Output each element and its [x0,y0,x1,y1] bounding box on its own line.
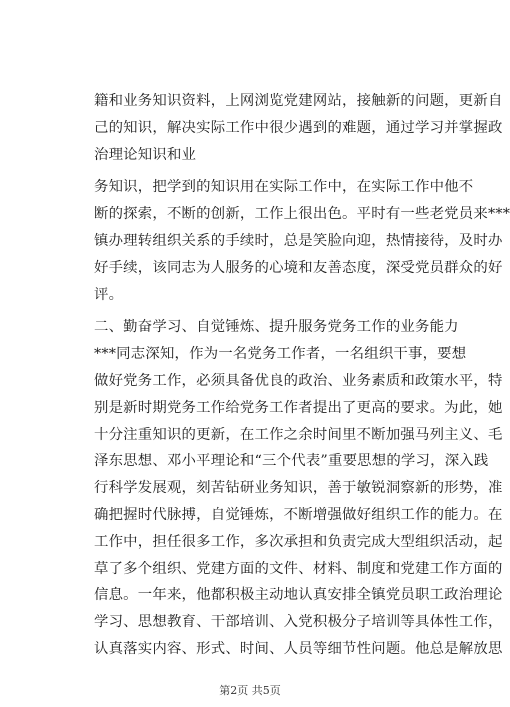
text-line: 治理论知识和业 [94,146,197,163]
text-line: ***同志深知，作为一名党务工作者，一名组织干事，要想 [94,346,467,363]
text-line: 籍和业务知识资料，上网浏览党建网站，接触新的问题，更新自 [94,93,503,109]
text-line: 镇办理转组织关系的手续时，总是笑脸向迎，热情接待，及时办 [94,232,503,249]
text-line: 十分注重知识的更新，在工作之余时间里不断加强马列主义、毛 [94,426,503,443]
text-line: 评。 [94,286,124,303]
text-line: 学习、思想教育、干部培训、入党积极分子培训等具体性工作， [94,614,503,631]
text-line: 别是新时期党务工作给党务工作者提出了更高的要求。为此，她 [94,399,503,416]
text-line: 好手续，该同志为人服务的心境和友善态度，深受党员群众的好 [94,259,503,276]
text-line: 务知识，把学到的知识用在实际工作中，在实际工作中他不 [94,179,474,196]
text-line: 确把握时代脉搏，自觉锤炼，不断增强做好组织工作的能力。在 [94,506,503,523]
section-heading: 二、勤奋学习、自觉锤炼、提升服务党务工作的业务能力 [94,319,459,336]
text-line: 工作中，担任很多工作，多次承担和负责完成大型组织活动，起 [94,533,503,550]
text-line: 泽东思想、邓小平理论和“三个代表”重要思想的学习，深入践 [94,453,489,470]
text-line: 做好党务工作，必须具备优良的政治、业务素质和政策水平，特 [94,372,503,389]
text-line: 草了多个组织、党建方面的文件、材料、制度和党建工作方面的 [94,560,503,577]
page-footer: 第2页 共5页 [219,684,281,697]
body-text [94,88,510,663]
text-line: 己的知识，解决实际工作中很少遇到的难题，通过学习并掌握政 [94,119,503,136]
text-line: 认真落实内容、形式、时间、人员等细节性问题。他总是解放思 [94,640,503,657]
text-line: 信息。一年来，他都积极主动地认真安排全镇党员职工政治理论 [94,587,503,604]
text-line: 行科学发展观，刻苦钻研业务知识，善于敏锐洞察新的形势，准 [94,480,503,497]
text-line: 断的探索，不断的创新，工作上很出色。平时有一些老党员来*** [94,206,510,223]
